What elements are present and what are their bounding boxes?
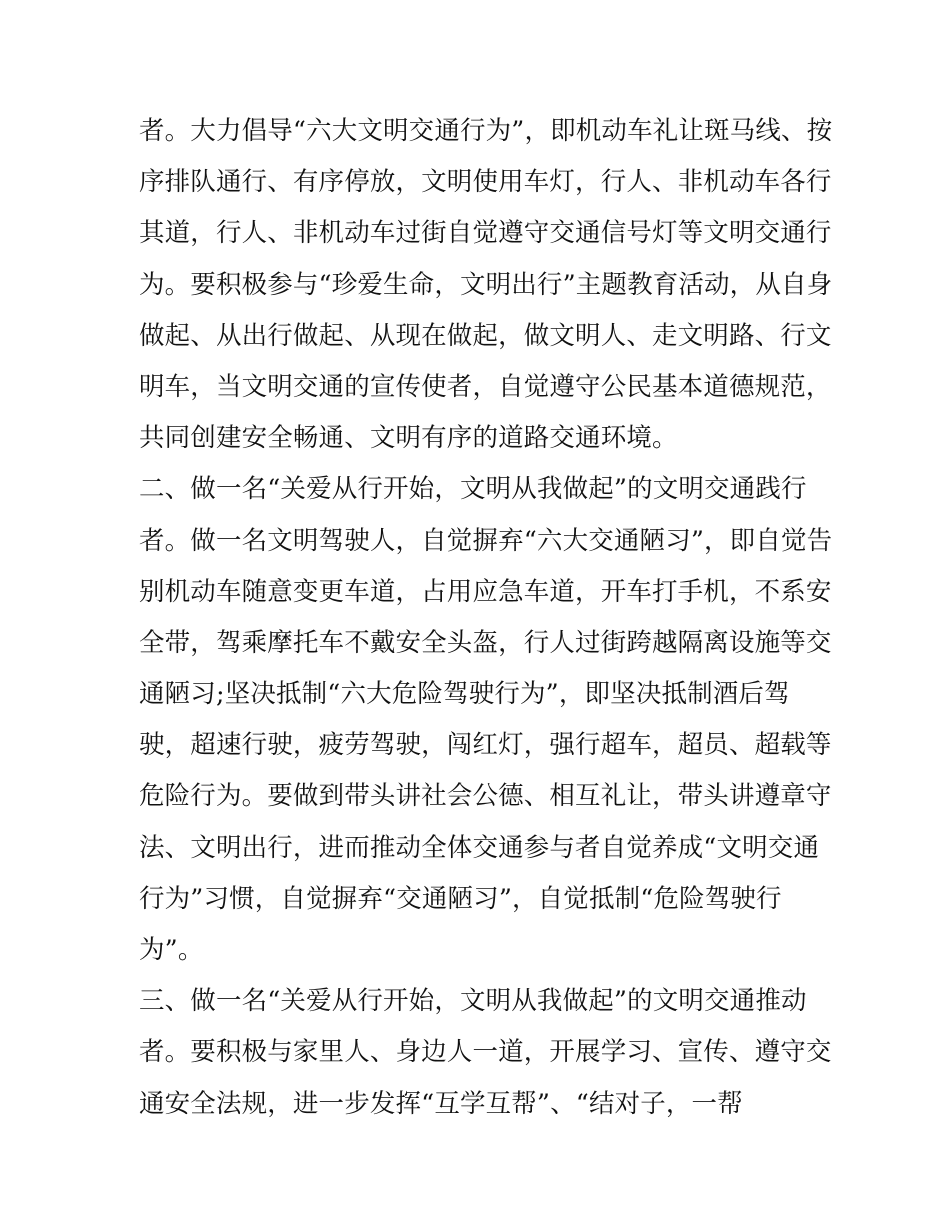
text-line: 其道，行人、非机动车过街自觉遵守交通信号灯等文明交通行 (139, 218, 832, 249)
text-line: 法、文明出行，进而推动全体交通参与者自觉养成“文明交通 (139, 832, 820, 863)
text-line: 共同创建安全畅通、文明有序的道路交通环境。 (139, 423, 678, 454)
text-line: 者。做一名文明驾驶人，自觉摒弃“六大交通陋习”，即自觉告 (139, 525, 833, 556)
text-line: 做起、从出行做起、从现在做起，做文明人、走文明路、行文 (139, 320, 832, 351)
text-line: 别机动车随意变更车道，占用应急车道，开车打手机，不系安 (139, 576, 832, 607)
text-line: 通安全法规，进一步发挥“互学互帮”、“结对子，一帮 (139, 1088, 743, 1119)
text-line: 通陋习;坚决抵制“六大危险驾驶行为”，即坚决抵制酒后驾 (139, 679, 790, 710)
section-heading-line: 三、做一名“关爱从行开始，文明从我做起”的文明交通推动 (139, 986, 807, 1017)
text-line: 全带，驾乘摩托车不戴安全头盔，行人过街跨越隔离设施等交 (139, 627, 832, 658)
body-text (139, 109, 833, 1133)
text-line: 驶，超速行驶，疲劳驾驶，闯红灯，强行超车，超员、超载等 (139, 730, 832, 761)
text-line: 行为”习惯，自觉摒弃“交通陋习”，自觉抵制“危险驾驶行 (139, 883, 782, 914)
text-line: 危险行为。要做到带头讲社会公德、相互礼让，带头讲遵章守 (139, 781, 832, 812)
text-line: 序排队通行、有序停放，文明使用车灯，行人、非机动车各行 (139, 167, 832, 198)
text-line: 者。大力倡导“六大文明交通行为”，即机动车礼让斑马线、按 (139, 116, 833, 146)
text-line: 明车，当文明交通的宣传使者，自觉遵守公民基本道德规范， (139, 371, 832, 402)
text-line: 为。要积极参与“珍爱生命，文明出行”主题教育活动，从自身 (139, 269, 833, 300)
text-line: 为”。 (139, 935, 204, 965)
section-heading-line: 二、做一名“关爱从行开始，文明从我做起”的文明交通践行 (139, 474, 807, 505)
text-line: 者。要积极与家里人、身边人一道，开展学习、宣传、遵守交 (139, 1037, 832, 1068)
